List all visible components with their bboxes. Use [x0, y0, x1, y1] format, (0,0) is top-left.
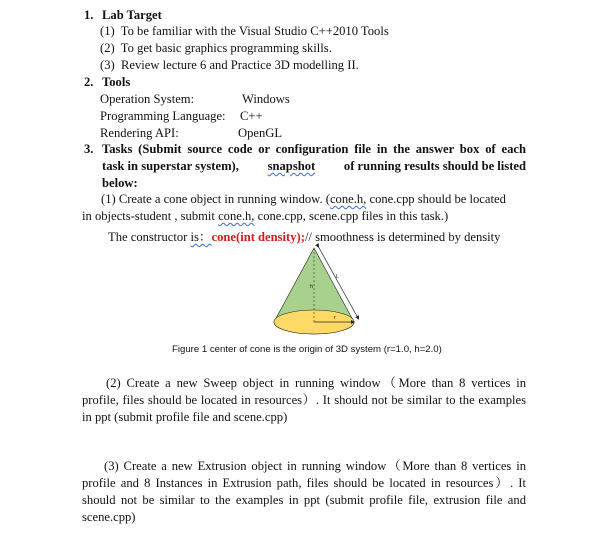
task-2-paragraph — [82, 375, 526, 426]
task-1-cone-h: cone.h, — [329, 192, 367, 206]
task-1-line-1 — [101, 192, 506, 207]
item-text: To get basic graphics programming skills. — [120, 41, 332, 55]
item-number: (1) — [100, 24, 115, 38]
tool-value: OpenGL — [238, 126, 283, 140]
task-1-cone-h: cone.h, — [218, 209, 255, 223]
task-2-line-1: (2) Create a new Sweep object in running window（More than 8 vertices in — [106, 376, 526, 390]
task-3-line-3: should not be similar to the examples in ppt (submit profile file, extrusion file and — [82, 493, 526, 507]
task-1-text-a: (1) Create a cone object in running window. ( — [101, 192, 330, 206]
item-text: Review lecture 6 and Practice 3D modelling II. — [120, 58, 359, 72]
list-item — [100, 58, 359, 73]
tool-value: C++ — [240, 109, 263, 123]
constructor-code: cone(int density); — [211, 230, 305, 244]
constructor-is: is： — [190, 230, 212, 244]
task-2-line-2: profile, files should be located in resources）. It should not be similar to the examples — [82, 393, 526, 407]
list-item — [100, 24, 389, 39]
constructor-comment: // smoothness is determined by density — [304, 230, 501, 244]
task-3-line-4: scene.cpp) — [82, 510, 136, 524]
task-1-text-c: cone.cpp, scene.cpp files in this task.) — [254, 209, 449, 223]
task-3-paragraph — [82, 458, 526, 526]
task-1-text-c: cone.cpp should be located — [366, 192, 506, 206]
figure-caption: Figure 1 center of cone is the origin of 3D system (r=1.0, h=2.0) — [172, 344, 442, 355]
intro-part-c: of running results should be listed — [343, 159, 526, 173]
intro-snapshot: snapshot — [267, 159, 316, 173]
task-3-line-2: profile and 8 Instances in Extrusion path, files should be located in resources）. It — [82, 476, 526, 490]
tool-value: Windows — [242, 92, 290, 106]
task-1-line-2 — [82, 209, 448, 224]
section-2-number: 2. — [84, 75, 94, 89]
task-3-line-1: (3) Create a new Extrusion object in running window（More than 8 vertices in — [104, 459, 526, 473]
tool-label: Operation System: — [100, 92, 195, 106]
item-text: To be familiar with the Visual Studio C++2010 Tools — [120, 24, 389, 38]
task-1-text-a: in objects-student , submit — [82, 209, 219, 223]
tasks-intro-line-1: Tasks (Submit source code or configuration file in the answer box of each — [102, 142, 526, 156]
intro-part-a: task in superstar system), — [102, 159, 239, 173]
task-2-line-3: in ppt (submit profile file and scene.cpp) — [82, 410, 288, 424]
cone-figure — [268, 240, 368, 340]
constructor-prefix: The constructor — [108, 230, 191, 244]
tasks-intro-line-2 — [102, 159, 526, 174]
section-1-number: 1. — [84, 8, 94, 22]
section-2-title: Tools — [102, 75, 131, 89]
tasks-intro-line-3: below: — [102, 176, 138, 190]
tool-label: Rendering API: — [100, 126, 179, 140]
section-1-title: Lab Target — [102, 8, 162, 22]
label-r: r — [334, 315, 336, 321]
list-item — [100, 41, 332, 56]
item-number: (3) — [100, 58, 115, 72]
section-3-number: 3. — [84, 142, 94, 156]
item-number: (2) — [100, 41, 115, 55]
label-L: L — [336, 274, 339, 280]
label-h: h — [310, 284, 313, 290]
tool-label: Programming Language: — [100, 109, 226, 123]
